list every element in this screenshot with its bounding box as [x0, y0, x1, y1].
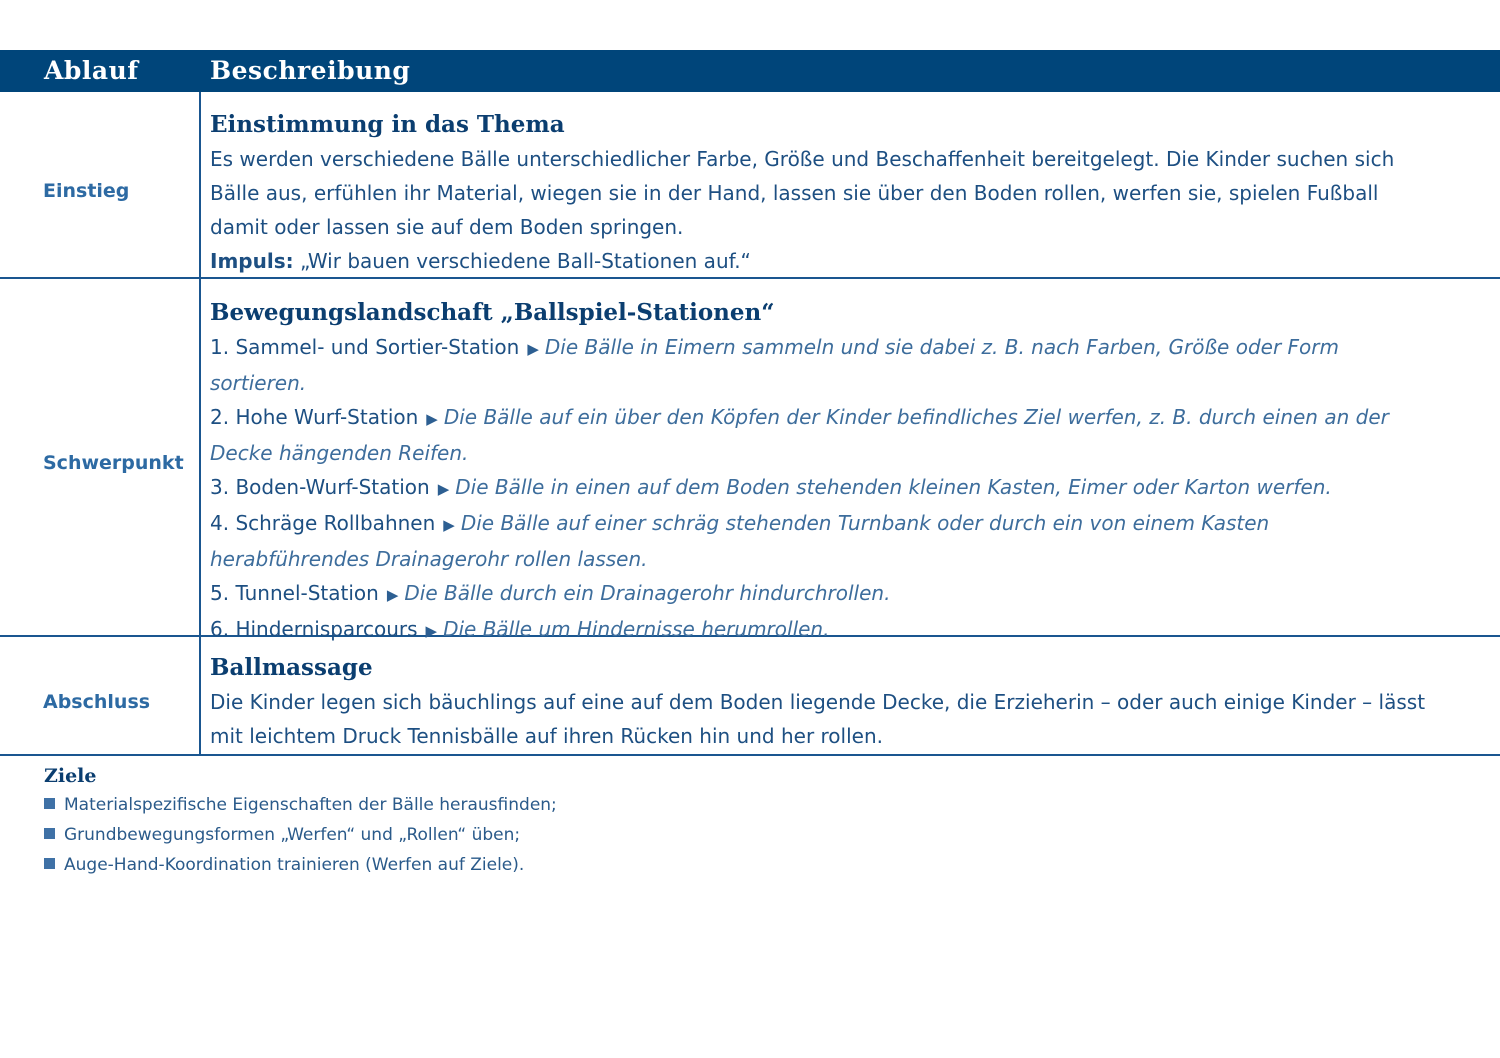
row-label-einstieg: Einstieg	[43, 180, 130, 202]
station-desc: Die Bälle in einen auf dem Boden stehenden kleinen Kasten, Eimer oder Karton werfen.	[455, 475, 1332, 499]
square-bullet-icon	[44, 858, 55, 869]
table-row	[0, 92, 1500, 279]
row-description	[210, 108, 1480, 278]
row-title: Einstimmung in das Thema	[210, 111, 565, 138]
station-name: 1. Sammel- und Sortier-Station	[210, 335, 520, 359]
station-name: 5. Tunnel-Station	[210, 581, 379, 605]
column-divider	[199, 279, 201, 635]
station-desc-cont: herabführendes Drainagerohr rollen lassen.	[210, 547, 648, 571]
square-bullet-icon	[44, 828, 55, 839]
station-desc: Die Bälle um Hindernisse herumrollen.	[443, 617, 830, 641]
square-bullet-icon	[44, 798, 55, 809]
triangle-right-icon: ▶	[426, 410, 438, 428]
goal-text: Grundbewegungsformen „Werfen“ und „Rollen“ üben;	[64, 825, 521, 845]
row-title: Bewegungslandschaft „Ballspiel-Stationen“	[210, 299, 775, 326]
triangle-right-icon: ▶	[437, 480, 450, 498]
station-item	[210, 470, 1480, 506]
description-line: Bälle aus, erfühlen ihr Material, wiegen sie in der Hand, lassen sie über den Boden rollen, werfen sie, spielen Fußball	[210, 181, 1379, 205]
station-name: 2. Hohe Wurf-Station	[210, 405, 419, 429]
station-name: 6. Hindernisparcours	[210, 617, 418, 641]
station-desc: Die Bälle auf einer schräg stehenden Turnbank oder durch ein von einem Kasten	[460, 511, 1270, 535]
triangle-right-icon: ▶	[527, 340, 539, 358]
table-row	[0, 637, 1500, 756]
impulse-label: Impuls:	[210, 249, 294, 273]
description-line: Die Kinder legen sich bäuchlings auf eine auf dem Boden liegende Decke, die Erzieherin – oder auch einige Kinder – lässt	[210, 690, 1426, 714]
station-item	[210, 330, 1480, 366]
description-line: damit oder lassen sie auf dem Boden springen.	[210, 215, 684, 239]
station-desc: Die Bälle auf ein über den Köpfen der Kinder befindliches Ziel werfen, z. B. durch einen an der	[443, 405, 1389, 429]
row-label-schwerpunkt: Schwerpunkt	[43, 452, 184, 474]
table-row	[0, 279, 1500, 641]
column-divider	[199, 92, 201, 277]
station-item	[210, 576, 1480, 612]
goal-text: Materialspezifische Eigenschaften der Bälle herausfinden;	[64, 795, 557, 815]
station-item	[210, 400, 1480, 436]
header-beschreibung: Beschreibung	[210, 56, 411, 85]
table-header	[0, 50, 1500, 92]
station-name: 3. Boden-Wurf-Station	[210, 475, 430, 499]
station-desc: Die Bälle in Eimern sammeln und sie dabei z. B. nach Farben, Größe oder Form	[544, 335, 1339, 359]
list-item	[44, 850, 557, 880]
station-item	[210, 506, 1480, 542]
goals-section	[44, 762, 557, 880]
impulse-text: „Wir bauen verschiedene Ball-Stationen auf.“	[293, 249, 751, 273]
station-desc-cont: Decke hängenden Reifen.	[210, 441, 469, 465]
row-description	[210, 296, 1480, 648]
station-desc: Die Bälle durch ein Drainagerohr hindurchrollen.	[404, 581, 891, 605]
description-line: Es werden verschiedene Bälle unterschiedlicher Farbe, Größe und Beschaffenheit bereitgelegt. Die Kinder suchen sich	[210, 147, 1395, 171]
row-title: Ballmassage	[210, 654, 373, 681]
list-item	[44, 820, 557, 850]
list-item	[44, 790, 557, 820]
triangle-right-icon: ▶	[443, 516, 455, 534]
column-divider	[199, 637, 201, 754]
goal-text: Auge-Hand-Koordination trainieren (Werfen auf Ziele).	[64, 855, 525, 875]
header-ablauf: Ablauf	[44, 56, 139, 85]
description-line: mit leichtem Druck Tennisbälle auf ihren Rücken hin und her rollen.	[210, 724, 883, 748]
triangle-right-icon: ▶	[425, 622, 438, 640]
row-description	[210, 651, 1480, 753]
impulse-line	[210, 244, 1480, 278]
station-desc-cont: sortieren.	[210, 371, 307, 395]
station-name: 4. Schräge Rollbahnen	[210, 511, 436, 535]
goals-title: Ziele	[44, 765, 97, 787]
triangle-right-icon: ▶	[386, 586, 399, 604]
row-label-abschluss: Abschluss	[43, 691, 151, 713]
